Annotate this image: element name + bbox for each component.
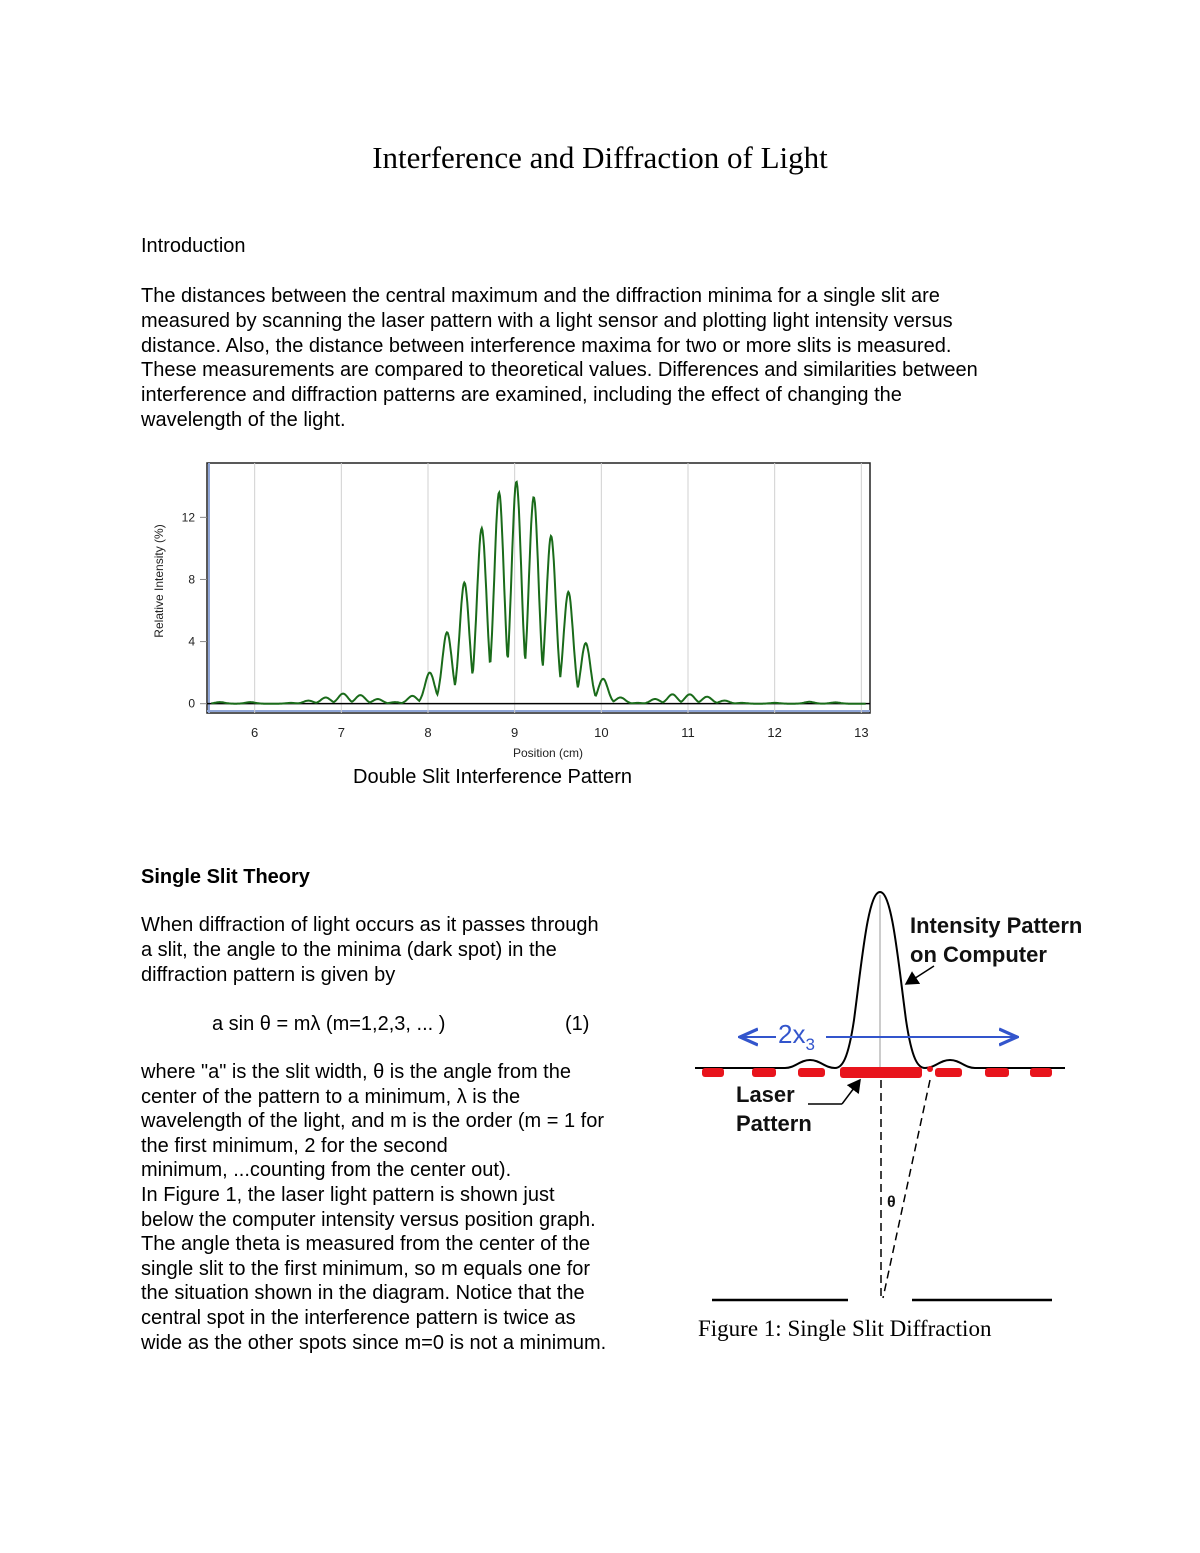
body-line: a slit, the angle to the minima (dark spot) in the <box>141 938 557 961</box>
chart-caption: Double Slit Interference Pattern <box>353 766 633 788</box>
intro-line: interference and diffraction patterns are examined, including the effect of changing the <box>141 384 902 407</box>
laser-spot <box>985 1068 1009 1077</box>
x-tick-label: 11 <box>681 725 695 740</box>
body-line: diffraction pattern is given by <box>141 963 396 986</box>
y-tick-label: 0 <box>188 696 195 711</box>
body-line: wide as the other spots since m=0 is not a minimum. <box>141 1331 607 1354</box>
body-line: When diffraction of light occurs as it passes through <box>141 914 599 936</box>
laser-spot <box>935 1068 962 1077</box>
laser-spot-central <box>840 1067 922 1078</box>
figure-canvas <box>690 880 1110 1320</box>
double-slit-chart <box>140 455 880 765</box>
intro-line: wavelength of the light. <box>141 408 346 431</box>
laser-label-line2: Pattern <box>736 1111 812 1136</box>
intro-line: measured by scanning the laser pattern with a light sensor and plotting light intensity versus <box>141 309 953 332</box>
theta-label: θ <box>887 1194 896 1211</box>
body-line: center of the pattern to a minimum, λ is the <box>141 1085 521 1108</box>
body-line: wavelength of the light, and m is the order (m = 1 for <box>141 1110 605 1133</box>
width-label: $2x_3$ <box>778 1019 815 1054</box>
body-line: the situation shown in the diagram. Notice that the <box>141 1282 585 1305</box>
laser-pointer <box>842 1080 860 1104</box>
theory-paragraph-2 <box>141 1060 671 1355</box>
intro-line: The distances between the central maximum and the diffraction minima for a single slit are <box>141 285 940 307</box>
body-line: minimum, ...counting from the center out). <box>141 1159 512 1182</box>
body-line: single slit to the first minimum, so m equals one for <box>141 1257 591 1280</box>
intensity-pointer <box>906 966 934 984</box>
laser-label-line1: Laser <box>736 1082 795 1107</box>
theory-paragraph-1 <box>141 913 661 987</box>
first-minimum-marker <box>927 1066 933 1072</box>
laser-spot <box>702 1068 724 1077</box>
laser-spot <box>1030 1068 1052 1077</box>
x-tick-label: 7 <box>337 725 345 740</box>
x-tick-label: 10 <box>594 725 609 740</box>
x-tick-label: 9 <box>511 725 519 740</box>
body-line: below the computer intensity versus position graph. <box>141 1208 596 1231</box>
y-tick-label: 12 <box>181 510 195 525</box>
x-tick-label: 12 <box>767 725 782 740</box>
single-slit-figure <box>690 880 1110 1320</box>
intro-line: These measurements are compared to theoretical values. Differences and similarities between <box>141 359 978 382</box>
x-tick-label: 6 <box>251 725 259 740</box>
intro-paragraph <box>141 284 1061 433</box>
y-tick-label: 4 <box>188 634 195 649</box>
body-line: central spot in the interference pattern is twice as <box>141 1306 576 1329</box>
figure-caption: Figure 1: Single Slit Diffraction <box>698 1316 992 1341</box>
section-heading: Single Slit Theory <box>141 866 310 888</box>
intro-line: distance. Also, the distance between interference maxima for two or more slits is measured. <box>141 334 952 357</box>
equation: a sin θ = mλ (m=1,2,3, ... ) <box>212 1013 446 1035</box>
equation-number: (1) <box>565 1013 590 1035</box>
x-tick-label: 13 <box>854 725 869 740</box>
x-tick-label: 8 <box>424 725 432 740</box>
y-tick-label: 8 <box>188 572 195 587</box>
intensity-label-line2: on Computer <box>910 942 1047 967</box>
intro-heading: Introduction <box>141 235 246 257</box>
laser-spot <box>798 1068 825 1077</box>
body-line: The angle theta is measured from the center of the <box>141 1233 591 1256</box>
body-line: where "a" is the slit width, θ is the angle from the <box>141 1061 571 1083</box>
body-line: In Figure 1, the laser light pattern is shown just <box>141 1183 555 1206</box>
laser-spot <box>752 1068 776 1077</box>
y-axis-label: Relative Intensity (%) <box>152 524 166 638</box>
body-line: the first minimum, 2 for the second <box>141 1134 448 1157</box>
angle-ray <box>883 1080 930 1298</box>
intensity-label-line1: Intensity Pattern <box>910 913 1083 938</box>
chart-canvas <box>140 455 880 765</box>
document-title: Interference and Diffraction of Light <box>372 140 828 175</box>
x-axis-label: Position (cm) <box>512 746 584 760</box>
